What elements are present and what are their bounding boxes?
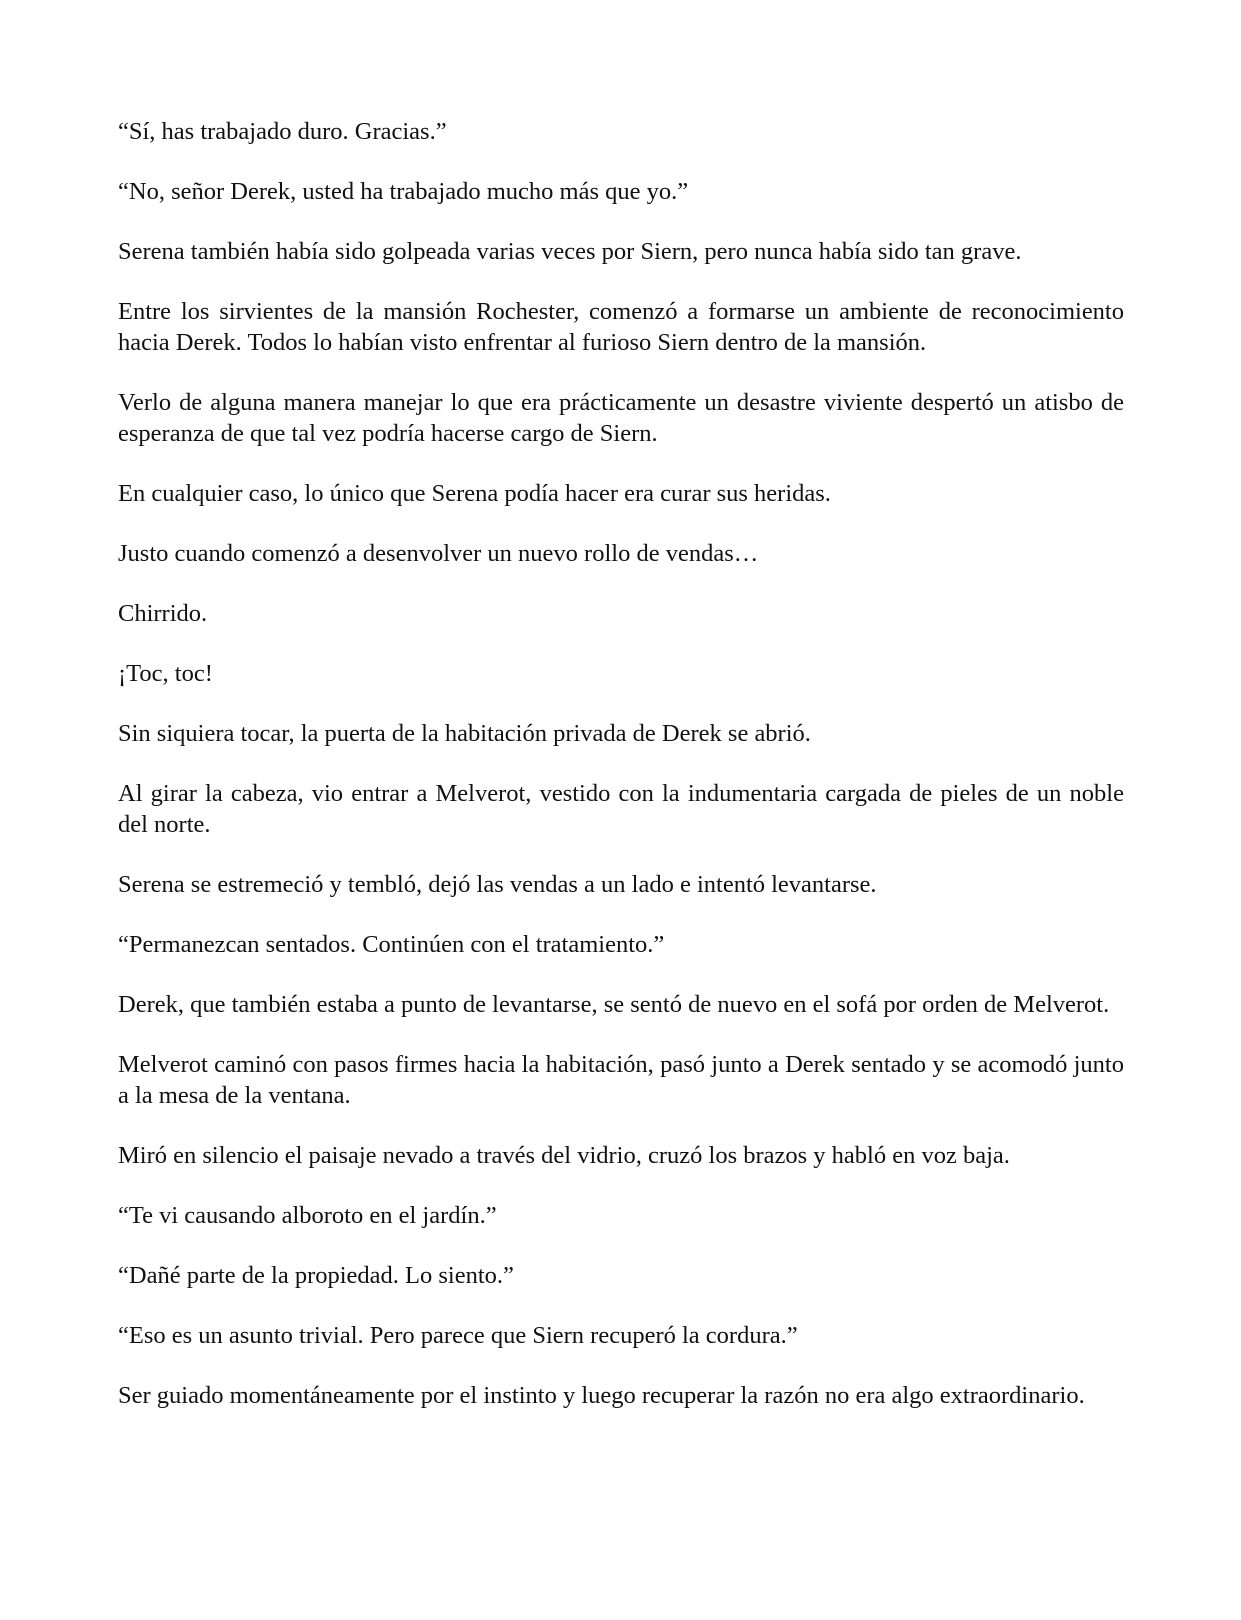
paragraph: Serena también había sido golpeada varias veces por Siern, pero nunca había sido tan grave. <box>118 238 1022 265</box>
paragraph: Miró en silencio el paisaje nevado a través del vidrio, cruzó los brazos y habló en voz baja. <box>118 1142 1010 1169</box>
paragraph: “No, señor Derek, usted ha trabajado mucho más que yo.” <box>118 178 689 205</box>
paragraph: “Eso es un asunto trivial. Pero parece que Siern recuperó la cordura.” <box>118 1322 798 1349</box>
paragraph: “Sí, has trabajado duro. Gracias.” <box>118 118 447 145</box>
paragraph: Al girar la cabeza, vio entrar a Melverot, vestido con la indumentaria cargada de pieles de un noble del norte. <box>118 780 1124 838</box>
paragraph: Derek, que también estaba a punto de levantarse, se sentó de nuevo en el sofá por orden de Melverot. <box>118 991 1110 1018</box>
paragraph: En cualquier caso, lo único que Serena podía hacer era curar sus heridas. <box>118 480 831 507</box>
paragraph: Chirrido. <box>118 600 208 627</box>
paragraph: Melverot caminó con pasos firmes hacia la habitación, pasó junto a Derek sentado y se acomodó junto a la mesa de la ventana. <box>118 1051 1124 1109</box>
document-body <box>118 116 1124 1440</box>
paragraph: Serena se estremeció y tembló, dejó las vendas a un lado e intentó levantarse. <box>118 871 877 898</box>
paragraph: Justo cuando comenzó a desenvolver un nuevo rollo de vendas… <box>118 540 759 567</box>
paragraph: Ser guiado momentáneamente por el instinto y luego recuperar la razón no era algo extraordinario. <box>118 1382 1085 1409</box>
paragraph: “Permanezcan sentados. Continúen con el tratamiento.” <box>118 931 665 958</box>
paragraph: ¡Toc, toc! <box>118 660 213 687</box>
paragraph: “Te vi causando alboroto en el jardín.” <box>118 1202 497 1229</box>
paragraph: Verlo de alguna manera manejar lo que era prácticamente un desastre viviente despertó un atisbo de esperanza de que tal vez podría hacerse cargo de Siern. <box>118 389 1124 447</box>
paragraph: “Dañé parte de la propiedad. Lo siento.” <box>118 1262 514 1289</box>
paragraph: Entre los sirvientes de la mansión Rochester, comenzó a formarse un ambiente de reconocimiento hacia Derek. Todos lo habían visto enfrentar al furioso Siern dentro de la mansión. <box>118 298 1124 356</box>
paragraph: Sin siquiera tocar, la puerta de la habitación privada de Derek se abrió. <box>118 720 811 747</box>
